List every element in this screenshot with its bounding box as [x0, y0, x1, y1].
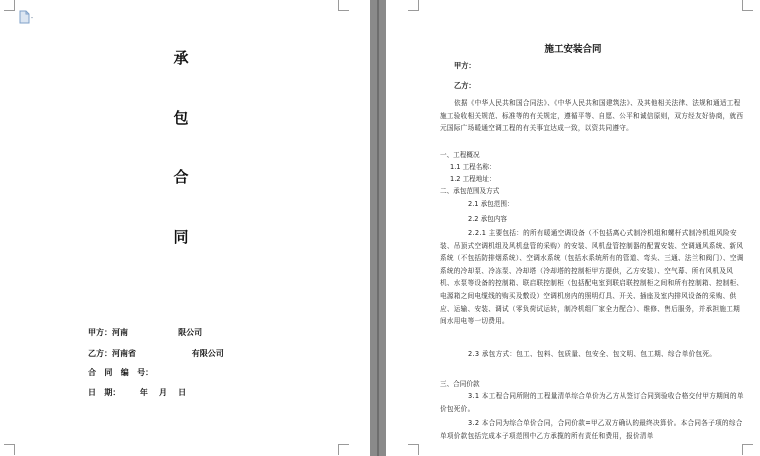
party-a-label: 甲方： [454, 61, 476, 70]
contract-page [386, 0, 760, 456]
crop-mark-top-left [4, 0, 15, 11]
cover-contract-number: 合 同 编 号： [88, 368, 154, 377]
section-1-1: 1.1 工程名称： [450, 163, 496, 171]
document-icon[interactable] [18, 10, 34, 24]
section-1-heading: 一、工程概况 [440, 151, 480, 159]
section-2-2: 2.2 承包内容 [468, 215, 507, 223]
section-2-2-1-paragraph: 2.2.1 主要包括：的所有暖通空调设备（不包括离心式制冷机组和螺杆式制冷机组风险安装、吊顶式空调机组及风机盘管的采购）的安装、风机盘管控制器的配置安装、空调通风系统、新风系统（不包括防排烟系统）、空调水系统（包括水系统所有的管道、弯头、三通、法兰和阀门）、空调系统的冷却泵、冷冻泵、冷却塔（冷却塔的控制柜甲方提供，乙方安装）、空气幕、所有风机及风机、水泵等设备的控制箱、联启联控制柜（包括配电室到联启联控制柜之间和所有控制箱、控制柜、电源箱之间电缆线的购买及敷设）空调机房内的照明灯具、开关、插座及室内排风设备的采购、供应、运输、安装、调试（零负荷试运转，制冷机组厂家全力配合）、维修、售后服务，并承担施工期间水用电等一切费用。 [440, 229, 744, 326]
section-2-heading: 二、承包范围及方式 [440, 187, 500, 195]
cover-char-1: 承 [173, 49, 189, 67]
cover-char-4: 同 [173, 228, 189, 246]
cover-date: 日 期： 年 月 日 [88, 388, 187, 397]
crop-mark-top-left [408, 0, 419, 11]
page-divider [377, 0, 379, 456]
cover-party-b: 乙方：河南省 有限公司 [88, 349, 224, 358]
section-1-2: 1.2 工程地址： [450, 175, 496, 183]
crop-mark-bottom-left [408, 444, 419, 455]
crop-mark-bottom-right [338, 444, 349, 455]
section-3-heading: 三、合同价款 [440, 380, 480, 388]
cover-page [0, 0, 370, 456]
cover-char-2: 包 [173, 109, 189, 127]
cover-char-3: 合 [173, 168, 189, 186]
party-b-label: 乙方： [454, 81, 476, 90]
section-3-1-paragraph: 3.1 本工程合同所附的工程量清单综合单价为乙方从签订合同到验收合格交付甲方期间的单价包死价。 [440, 392, 744, 413]
crop-mark-bottom-left [4, 444, 15, 455]
section-2-1: 2.1 承包范围： [468, 200, 514, 208]
crop-mark-top-right [338, 0, 349, 11]
section-3-2-paragraph: 3.2 本合同为综合单价合同，合同价款=甲乙双方确认的最终决算价。本合同各子项的综合单项价款包括完成本子项范围中乙方承揽的所有责任和费用，报价清单 [440, 419, 743, 440]
cover-party-a: 甲方：河南 限公司 [88, 328, 203, 337]
contract-title: 施工安装合同 [544, 44, 602, 55]
intro-paragraph: 依据《中华人民共和国合同法》、《中华人民共和国建筑法》、及其他相关法律、法规和通适工程施工验收相关规范、标准等的有关规定，遵循平等、自愿、公平和诚信原则，双方经友好协商，就西元国际广场暖通空调工程的有关事宜达成一致，以资共同遵守。 [440, 99, 744, 133]
crop-mark-bottom-right [742, 444, 753, 455]
crop-mark-top-right [742, 0, 753, 11]
section-2-3-paragraph: 2.3 承包方式：包工、包料、包质量、包安全、包文明、包工期、综合单价包死。 [468, 350, 717, 358]
